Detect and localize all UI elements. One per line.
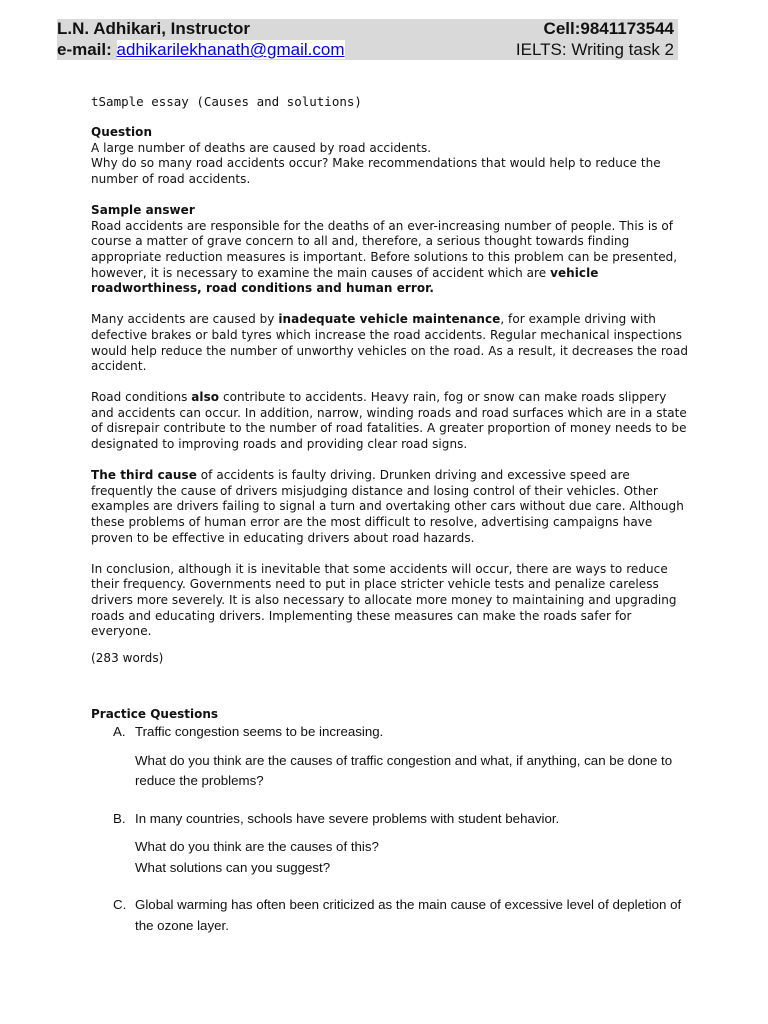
item-letter: C. [113,897,127,912]
paragraph-maintenance-bold: inadequate vehicle maintenance [278,312,501,327]
item-subtext [135,837,691,878]
paragraph-maintenance-post: , for example driving with defective brakes or bald tyres which increase the road accidents. Regular mechanical inspections would help reduce the number of unworthy vehicles on the road. As a result, it decreases the road accident. [91,312,689,374]
email-link[interactable]: adhikarilekhanath@gmail.com [116,40,345,59]
answer-heading: Sample answer [91,203,195,218]
item-text: In many countries, schools have severe problems with student behavior. [135,810,560,826]
item-text: Global warming has often been criticized as the main cause of excessive level of depletion of the ozone layer. [135,897,682,933]
cell-number: Cell:9841173544 [543,19,674,38]
email-line [57,40,345,60]
email-label: e-mail: [57,40,117,59]
word-count: (283 words) [91,650,164,665]
essay-title: tSample essay (Causes and solutions) [91,94,362,109]
paragraph-road-conditions [91,390,691,452]
paragraph-intro-bold: vehicle roadworthiness, road conditions and human error. [91,265,599,296]
paragraph-maintenance [91,312,691,374]
question-line-2: Why do so many road accidents occur? Make recommendations that would help to reduce the number of road accidents. [91,156,661,186]
page-header [57,19,678,60]
paragraph-road-bold: also [191,390,220,405]
practice-item-b [91,809,691,879]
practice-item-a [91,722,691,792]
paragraph-road-pre: Road conditions [91,390,192,405]
item-subtext-line-1: What do you think are the causes of this? [135,839,379,854]
practice-questions [91,707,691,936]
paragraph-third-cause [91,468,691,546]
item-subtext-line-2: What solutions can you suggest? [135,859,331,875]
paragraph-third-bold: The third cause [91,468,197,483]
practice-item-c [91,895,691,936]
essay-content [91,94,691,666]
paragraph-third-post: of accidents is faulty driving. Drunken driving and excessive speed are frequently the cause of drivers misjudging distance and losing control of their vehicles. Other examples are drivers failing to signal a turn and overtaking other cars without due care. Although these problems of human error are the most difficult to resolve, advertising campaigns have proven to be effective in educating drivers about road hazards. [91,468,684,545]
question-line-1: A large number of deaths are caused by road accidents. [91,140,432,155]
paragraph-maintenance-pre: Many accidents are caused by [91,312,279,327]
paragraph-road-post: contribute to accidents. Heavy rain, fog or snow can make roads slippery and accidents can occur. In addition, narrow, winding roads and road surfaces which are in a state of disrepair contribute to the number of road fatalities. A greater proportion of money needs to be designated to improving roads and providing clear road signs. [91,390,687,452]
item-subtext: What do you think are the causes of traffic congestion and what, if anything, can be done to reduce the problems? [135,752,673,788]
header-row-2 [57,40,678,60]
item-letter: B. [113,810,126,826]
practice-heading: Practice Questions [91,707,219,721]
item-letter: A. [113,724,126,739]
header-row-1 [57,19,678,39]
question-heading: Question [91,125,153,140]
item-text: Traffic congestion seems to be increasing. [135,724,384,739]
instructor-name: L.N. Adhikari, Instructor [57,19,251,38]
course-label: IELTS: Writing task 2 [515,40,674,59]
paragraph-intro-text: Road accidents are responsible for the deaths of an ever-increasing number of people. This is of course a matter of grave concern to all and, therefore, a serious thought towards finding appropriate reduction measures is important. Before solutions to this problem can be presented, however, it is necessary to examine the main causes of accident which are [91,218,678,280]
paragraph-conclusion: In conclusion, although it is inevitable that some accidents will occur, there are ways to reduce their frequency. Governments need to put in place stricter vehicle tests and penalize careless drivers more severely. It is also necessary to allocate more money to maintaining and upgrading roads and educating drivers. Implementing these measures can make the roads safer for everyone. [91,561,677,639]
paragraph-intro [91,219,691,297]
